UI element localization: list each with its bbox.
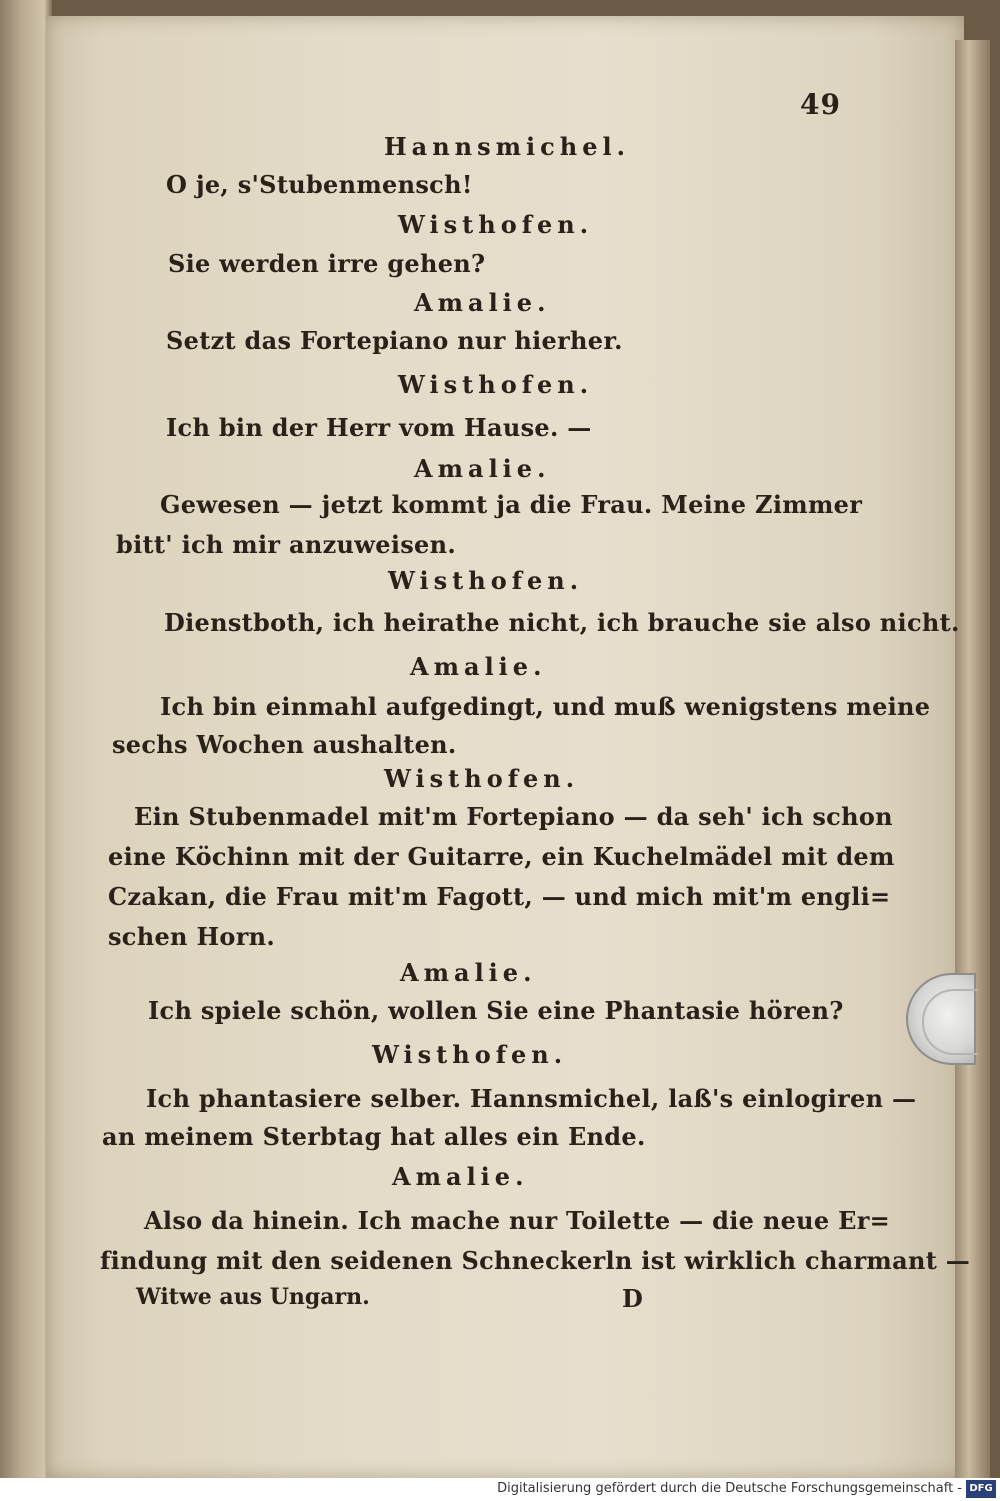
speaker-name: Amalie. [414,288,551,317]
dialogue-line: Setzt das Fortepiano nur hierher. [166,326,623,355]
speaker-name: Wisthofen. [398,210,594,239]
dialogue-line: Ich phantasiere selber. Hannsmichel, laß's einlogiren — [146,1084,917,1113]
dialogue-line: Also da hinein. Ich mache nur Toilette — die neue Er= [144,1206,891,1235]
signature-mark: D [622,1284,643,1313]
speaker-name: Wisthofen. [372,1040,568,1069]
speaker-name: Wisthofen. [384,764,580,793]
dialogue-line: Czakan, die Frau mit'm Fagott, — und mich mit'm engli= [108,882,891,911]
dialogue-line: findung mit den seidenen Schneckerln ist wirklich charmant — [100,1246,971,1275]
dialogue-line: Ich bin der Herr vom Hause. — [166,413,592,442]
speaker-name: Amalie. [392,1162,529,1191]
dialogue-line: Sie werden irre gehen? [168,249,486,278]
dfg-logo-icon: DFG [966,1480,996,1498]
dialogue-line: O je, s'Stubenmensch! [166,170,473,199]
speaker-name: Wisthofen. [398,370,594,399]
dialogue-line: an meinem Sterbtag hat alles ein Ende. [102,1122,646,1151]
catchword-title: Witwe aus Ungarn. [136,1284,370,1310]
speaker-name: Amalie. [414,454,551,483]
dialogue-line: Dienstboth, ich heirathe nicht, ich brauche sie also nicht. [164,608,960,637]
dialogue-line: schen Horn. [108,922,276,951]
dialogue-line: bitt' ich mir anzuweisen. [116,530,457,559]
attribution-text: Digitalisierung gefördert durch die Deutsche Forschungsgemeinschaft - [497,1481,962,1496]
speaker-name: Wisthofen. [388,566,584,595]
dialogue-line: Ich spiele schön, wollen Sie eine Phantasie hören? [148,996,844,1025]
dialogue-line: Ein Stubenmadel mit'm Fortepiano — da seh' ich schon [134,802,893,831]
page-number: 49 [800,88,841,121]
speaker-name: Amalie. [400,958,537,987]
dialogue-line: eine Köchinn mit der Guitarre, ein Kuchelmädel mit dem [108,842,895,871]
dialogue-line: sechs Wochen aushalten. [112,730,457,759]
dialogue-line: Gewesen — jetzt kommt ja die Frau. Meine Zimmer [160,490,863,519]
attribution-bar [0,1478,1000,1501]
dialogue-line: Ich bin einmahl aufgedingt, und muß wenigstens meine [160,692,931,721]
speaker-name: Hannsmichel. [384,132,630,161]
speaker-name: Amalie. [410,652,547,681]
